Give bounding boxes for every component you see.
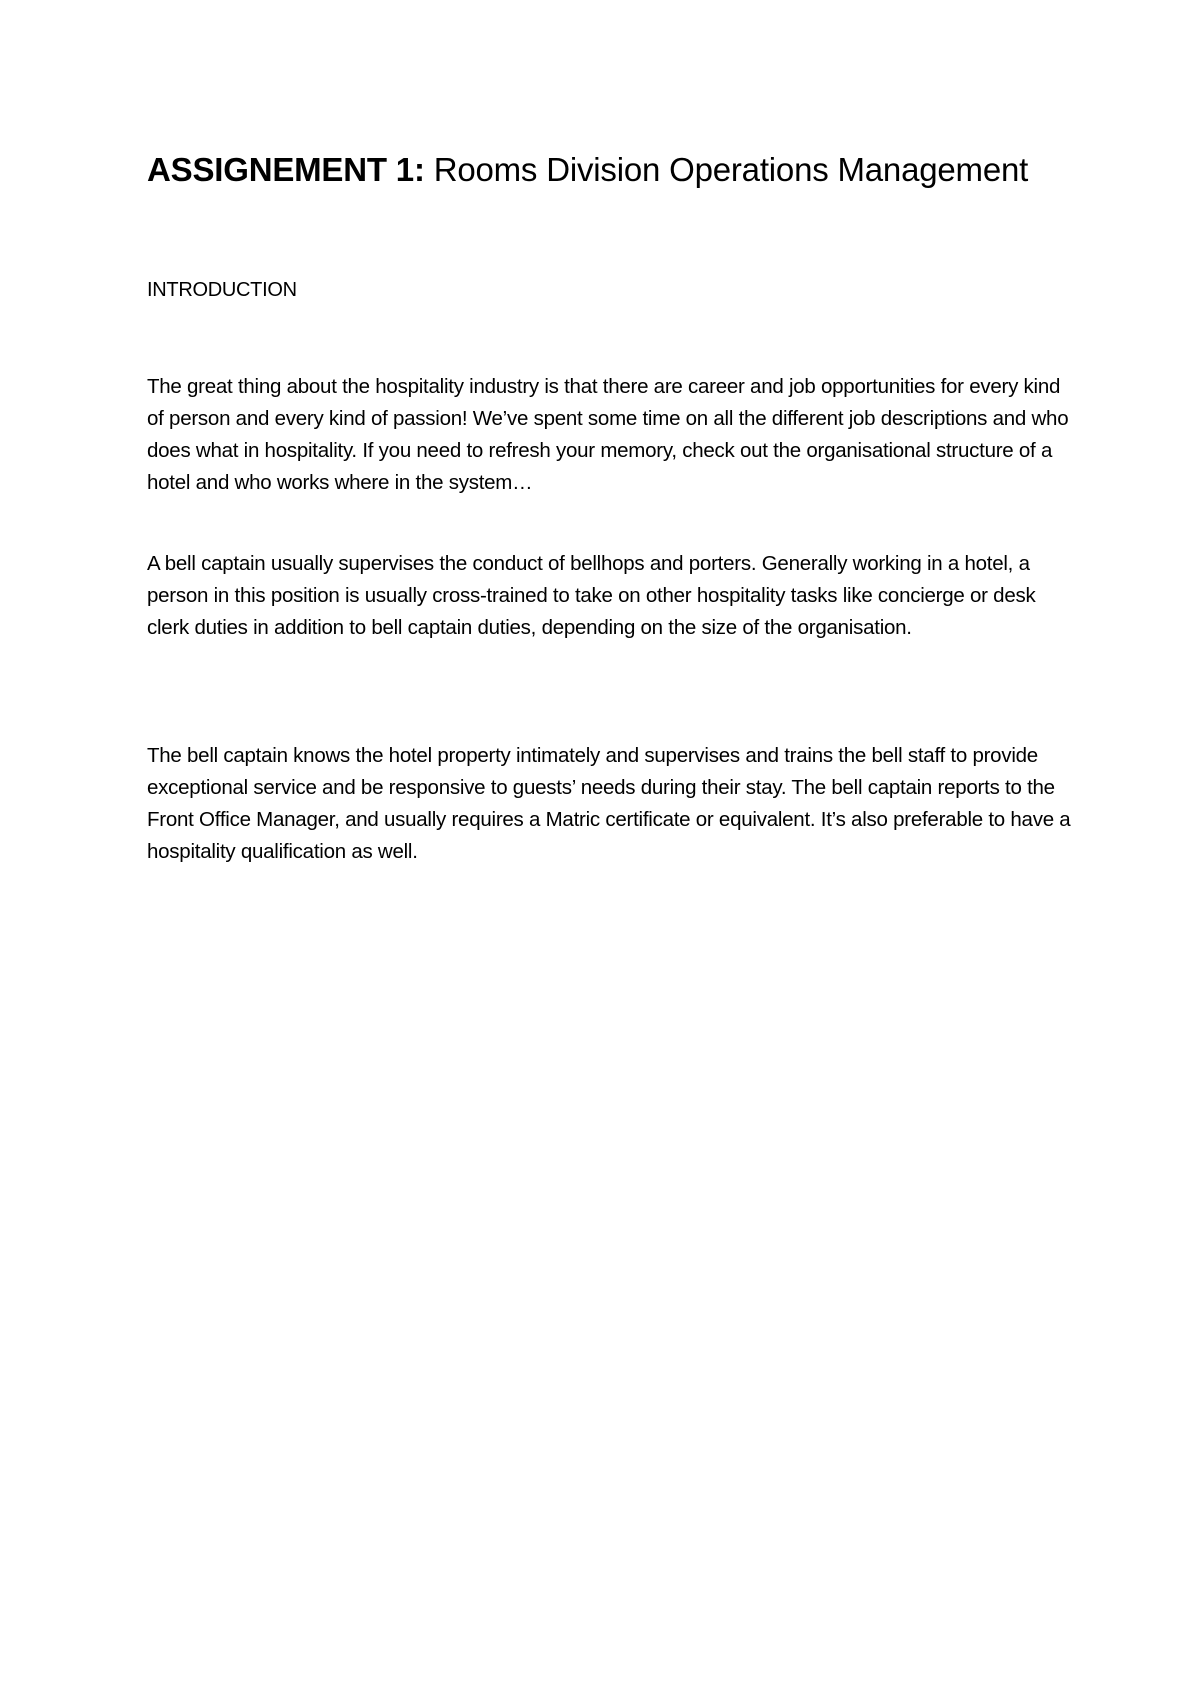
paragraph-bell-captain-role: A bell captain usually supervises the conduct of bellhops and porters. Generally working in a hotel, a person in this position is usually cross-trained to take on other hospitality tasks like concierge or desk clerk duties in addition to bell captain duties, depending on the size of the organisation. <box>147 552 1036 639</box>
paragraph-career-opportunities: The great thing about the hospitality industry is that there are career and job opportunities for every kind of person and every kind of passion! We’ve spent some time on all the different job descriptions and who does what in hospitality. If you need to refresh your memory, check out the organisational structure of a hotel and who works where in the system… <box>147 375 1069 494</box>
title-rest-part: Rooms Division Operations Management <box>424 151 1029 188</box>
paragraph-bell-captain-duties: The bell captain knows the hotel property intimately and supervises and trains the bell staff to provide exceptional service and be responsive to guests’ needs during their stay. The bell captain reports to the Front Office Manager, and usually requires a Matric certificate or equivalent. It’s also preferable to have a hospitality qualification as well. <box>147 744 1071 863</box>
section-heading-introduction: INTRODUCTION <box>147 279 297 301</box>
title-bold-part: ASSIGNEMENT 1: <box>147 151 425 188</box>
document-title <box>147 148 1067 192</box>
